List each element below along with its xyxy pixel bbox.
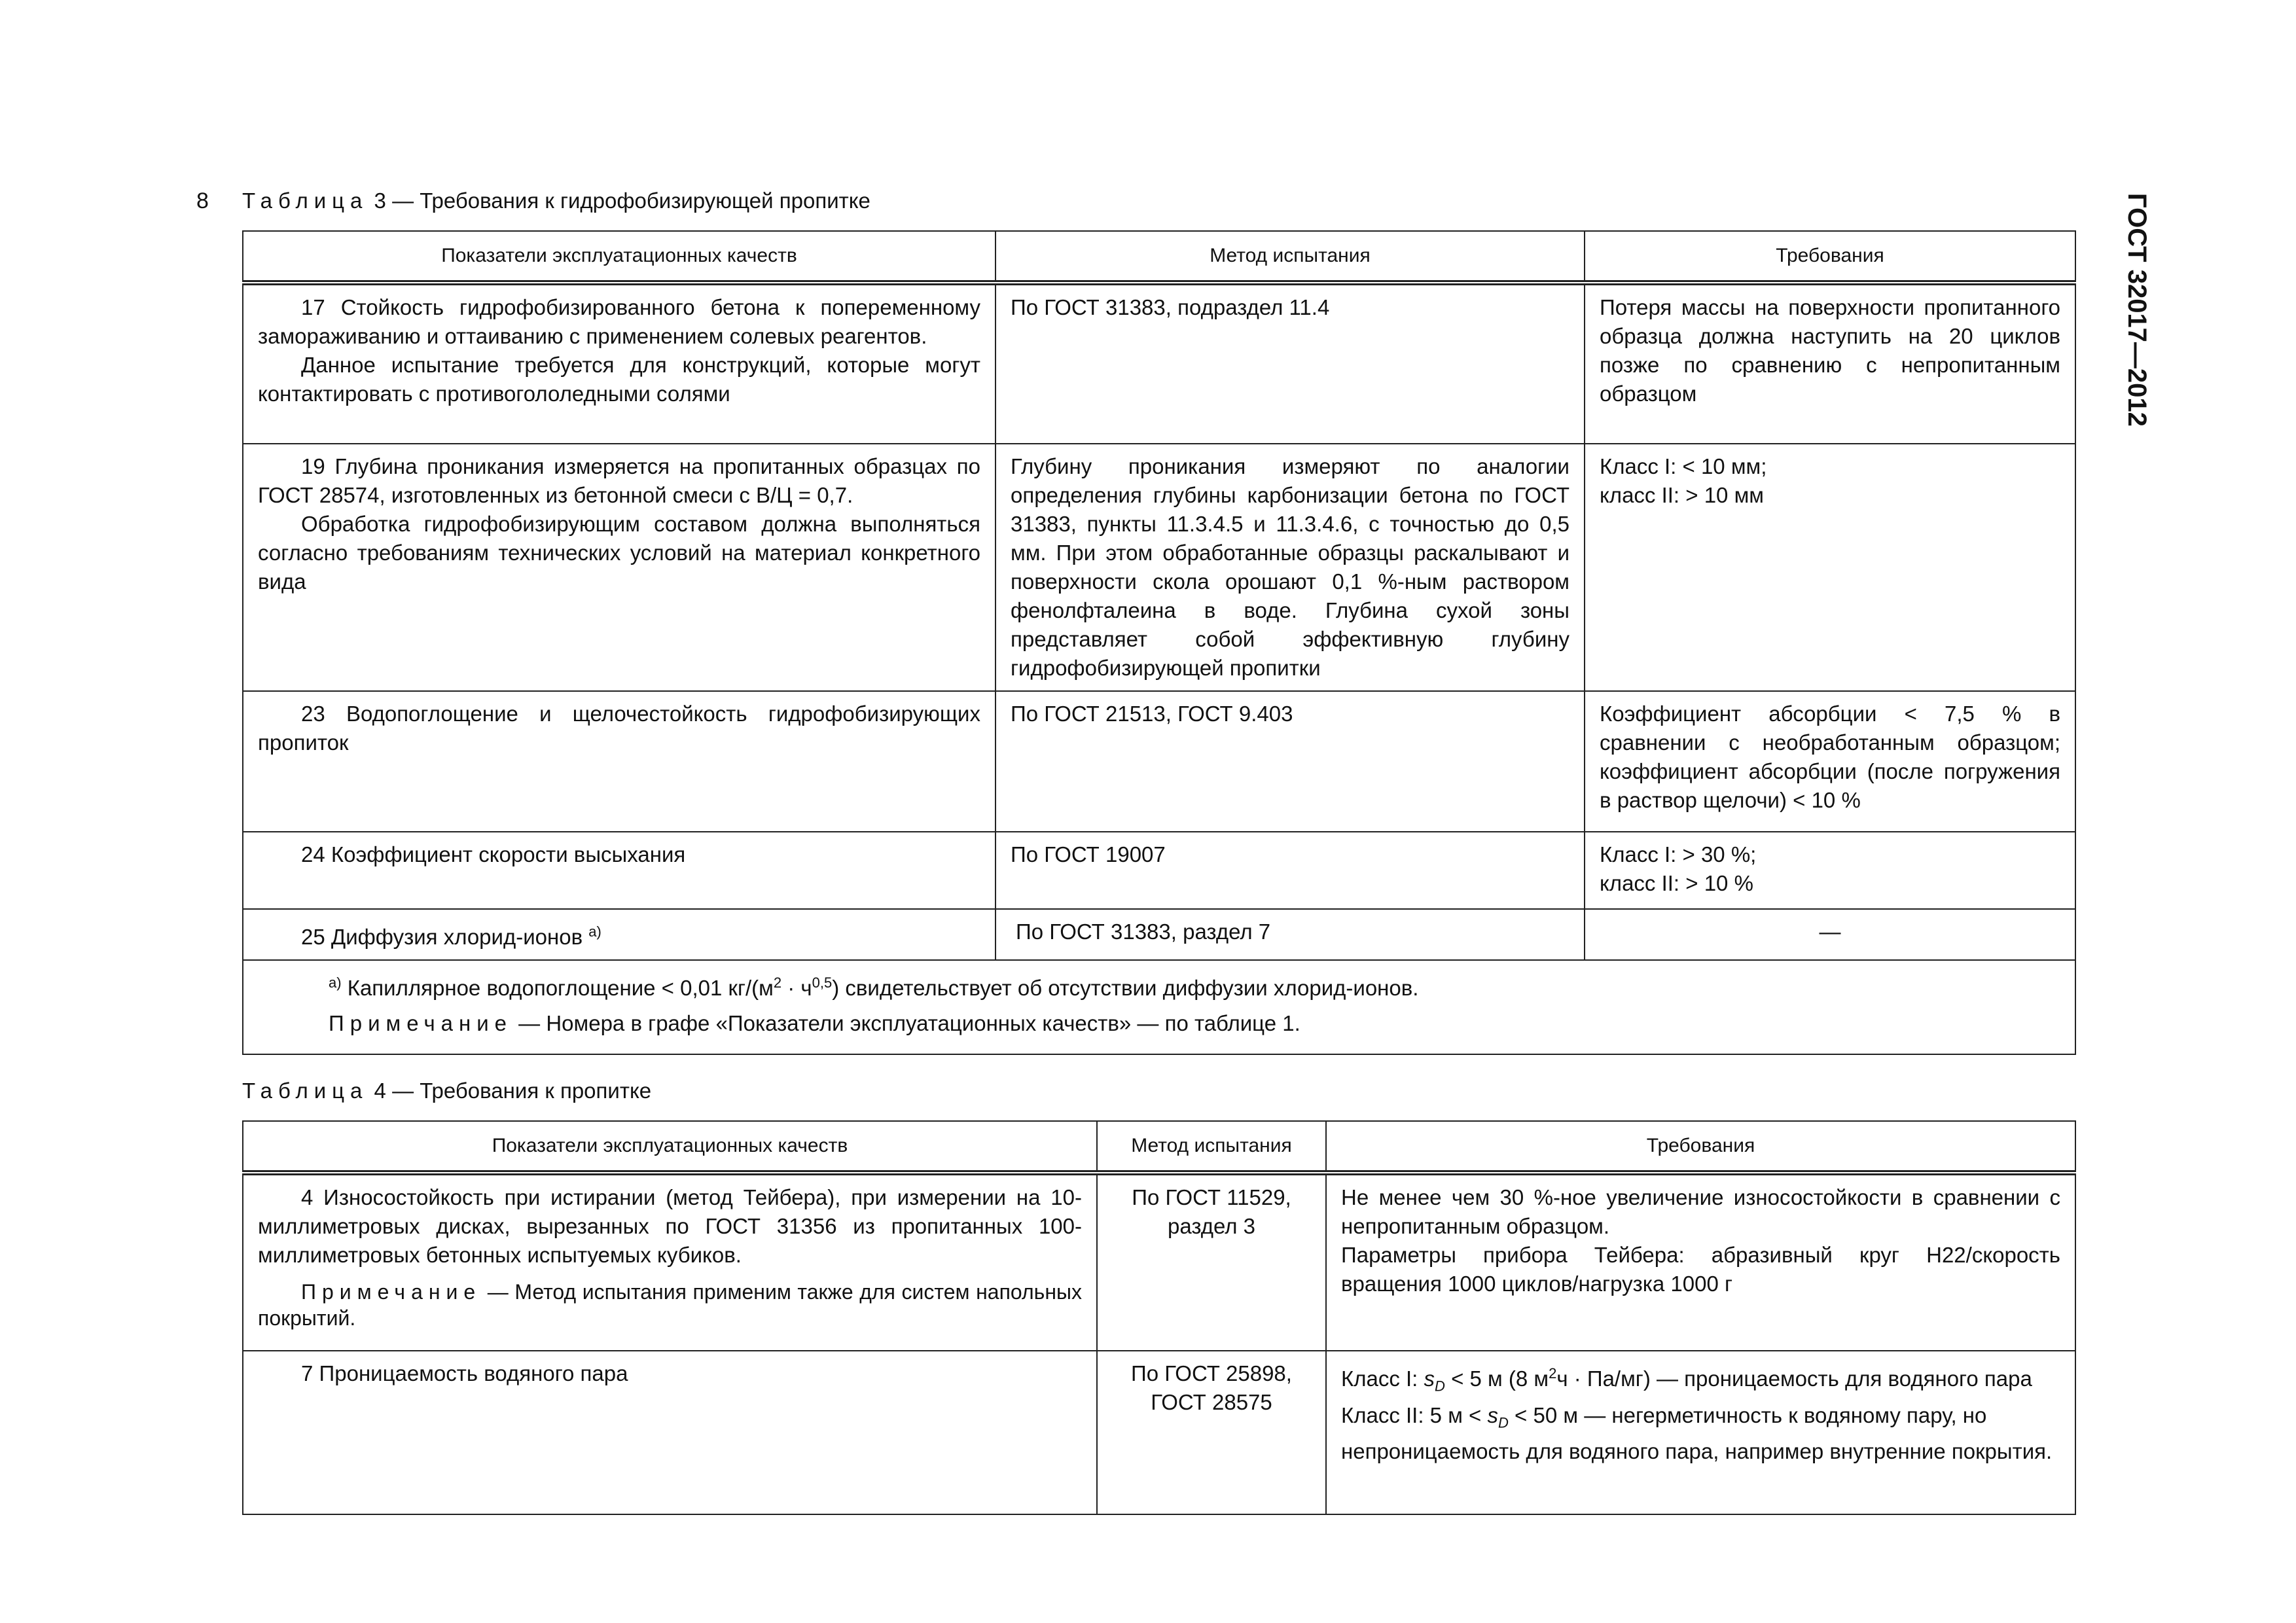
table4-cell-requirement (1326, 1351, 2075, 1514)
table4 (242, 1120, 2076, 1515)
table3-row-19 (243, 444, 2075, 691)
requirement-line: Класс I: < 10 мм; (1600, 454, 1767, 478)
table3-cell-requirement: — (1585, 909, 2075, 960)
table3-cell-indicator (243, 444, 996, 691)
req-text: < 5 м (8 м (1444, 1366, 1549, 1391)
req-text: Класс II: 5 м < (1341, 1402, 1488, 1427)
indicator-text: 25 Диффузия хлорид-ионов (301, 925, 583, 949)
note-text: — Метод испытания применим также для систем напольных покрытий. (258, 1280, 1082, 1330)
document-code: ГОСТ 32017—2012 (2123, 193, 2151, 427)
indicator-note (258, 1279, 1082, 1331)
table3-cell-indicator (243, 832, 996, 909)
table4-header-method: Метод испытания (1097, 1121, 1326, 1173)
req-symbol: s (1424, 1366, 1435, 1391)
req-symbol: s (1487, 1402, 1498, 1427)
indicator-text: 7 Проницаемость водяного пара (301, 1361, 628, 1385)
table4-header-row (243, 1121, 2075, 1173)
indicator-text: 23 Водопоглощение и щелочестойкость гидрофобизирующих пропиток (258, 702, 980, 755)
req-superscript: 2 (1549, 1365, 1557, 1382)
table4-caption-text: 4 — Требования к пропитке (368, 1079, 652, 1103)
footnote-ref: а) (588, 923, 601, 940)
table4-header-requirements: Требования (1326, 1121, 2075, 1173)
table3-cell-method: По ГОСТ 19007 (996, 832, 1585, 909)
table3-cell-method: По ГОСТ 31383, подраздел 11.4 (996, 283, 1585, 444)
table4-cell-indicator (243, 1173, 1097, 1351)
req-text: ч · Па/мг) — проницаемость для водяного пара (1556, 1366, 2032, 1391)
table4-caption-word: Таблица (242, 1079, 368, 1103)
table3-header-indicators: Показатели эксплуатационных качеств (243, 231, 996, 283)
table3-header-row (243, 231, 2075, 283)
table3-cell-method: По ГОСТ 31383, раздел 7 (996, 909, 1585, 960)
req-subscript: D (1435, 1378, 1445, 1395)
method-line: По ГОСТ 11529, (1132, 1185, 1291, 1209)
table3-cell-indicator (243, 691, 996, 832)
footnote-mark: а) (329, 974, 342, 991)
table3-cell-requirement: Потеря массы на поверхности пропитанного образца должна наступить на 20 циклов позже по сравнению с непропитанным образцом (1585, 283, 2075, 444)
requirement-text: Не менее чем 30 %-ное увеличение износостойкости в сравнении с непропитанным образцом. (1341, 1185, 2060, 1238)
table3-cell-requirement (1585, 832, 2075, 909)
table3 (242, 230, 2076, 1055)
table3-footnote-row (243, 960, 2075, 1054)
table3-note (329, 1009, 2060, 1038)
req-subscript: D (1498, 1414, 1509, 1431)
table4-header-indicators: Показатели эксплуатационных качеств (243, 1121, 1097, 1173)
table4-caption (242, 1079, 651, 1103)
footnote-sup: 2 (773, 974, 782, 991)
table3-footnotes (243, 960, 2075, 1054)
table3-cell-method: По ГОСТ 21513, ГОСТ 9.403 (996, 691, 1585, 832)
requirement-class2 (1341, 1401, 2060, 1467)
table3-row-17 (243, 283, 2075, 444)
footnote-text: Капиллярное водопоглощение < 0,01 кг/(м (341, 976, 774, 1000)
requirement-class1 (1341, 1359, 2060, 1401)
table4-row-4 (243, 1173, 2075, 1351)
table3-caption-word: Таблица (242, 188, 368, 213)
indicator-note: Обработка гидрофобизирующим составом должна выполняться согласно требованиям технических условий на материал конкретного вида (258, 512, 980, 594)
req-text: < 50 м — негерметичность к водяному пару, но непроницаемость для водяного пара, например внутренние покрытия. (1341, 1402, 2053, 1464)
table3-caption (242, 188, 870, 213)
requirement-line: Класс I: > 30 %; (1600, 842, 1757, 866)
table3-cell-requirement (1585, 444, 2075, 691)
note-word: Примечание (329, 1011, 513, 1035)
indicator-text: 17 Стойкость гидрофобизированного бетона к попеременному замораживанию и оттаиванию с применением солевых реагентов. (258, 295, 980, 348)
indicator-text: 4 Износостойкость при истирании (метод Тейбера), при измерении на 10-миллиметровых дисках, вырезанных по ГОСТ 31356 из пропитанных 100-миллиметровых бетонных испытуемых кубиков. (258, 1185, 1082, 1267)
indicator-text: 19 Глубина проникания измеряется на пропитанных образцах по ГОСТ 28574, изготовленных из бетонной смеси с В/Ц = 0,7. (258, 454, 980, 507)
table3-header-method: Метод испытания (996, 231, 1585, 283)
table3-cell-indicator (243, 909, 996, 960)
requirement-text: Параметры прибора Тейбера: абразивный круг Н22/скорость вращения 1000 циклов/нагрузка 1000 г (1341, 1243, 2060, 1296)
method-line: раздел 3 (1167, 1214, 1256, 1238)
footnote-text: · ч (781, 976, 812, 1000)
note-word: Примечание (301, 1280, 482, 1304)
table3-row-25 (243, 909, 2075, 960)
table4-cell-indicator (243, 1351, 1097, 1514)
requirement-line: класс II: > 10 мм (1600, 483, 1764, 507)
page-number: 8 (196, 188, 209, 213)
table3-row-24 (243, 832, 2075, 909)
requirement-line: класс II: > 10 % (1600, 871, 1753, 895)
method-line: ГОСТ 28575 (1151, 1390, 1272, 1414)
method-line: По ГОСТ 25898, (1131, 1361, 1292, 1385)
table4-cell-method (1097, 1173, 1326, 1351)
note-text: — Номера в графе «Показатели эксплуатационных качеств» — по таблице 1. (512, 1011, 1300, 1035)
table3-cell-requirement: Коэффициент абсорбции < 7,5 % в сравнении с необработанным образцом; коэффициент абсорбции (после погружения в раствор щелочи) < 10 % (1585, 691, 2075, 832)
table3-header-requirements: Требования (1585, 231, 2075, 283)
footnote-text: ) свидетельствует об отсутствии диффузии хлорид-ионов. (832, 976, 1419, 1000)
indicator-text: 24 Коэффициент скорости высыхания (301, 842, 686, 866)
table4-cell-method (1097, 1351, 1326, 1514)
indicator-note: Данное испытание требуется для конструкций, которые могут контактировать с противогололедными солями (258, 353, 980, 406)
footnote-sup: 0,5 (812, 974, 833, 991)
table3-caption-text: 3 — Требования к гидрофобизирующей пропитке (368, 188, 870, 213)
req-text: Класс I: (1341, 1366, 1424, 1391)
footnote-a (329, 969, 2060, 1003)
table3-cell-indicator (243, 283, 996, 444)
table4-row-7 (243, 1351, 2075, 1514)
table4-cell-requirement (1326, 1173, 2075, 1351)
table3-row-23 (243, 691, 2075, 832)
table3-cell-method: Глубину проникания измеряют по аналогии определения глубины карбонизации бетона по ГОСТ 31383, пункты 11.3.4.5 и 11.3.4.6, с точностью до 0,5 мм. При этом обработанные образцы раскалывают и поверхности скола орошают 0,1 %-ным раствором фенолфталеина в воде. Глубина сухой зоны представляет собой эффективную глубину гидрофобизирующей пропитки (996, 444, 1585, 691)
